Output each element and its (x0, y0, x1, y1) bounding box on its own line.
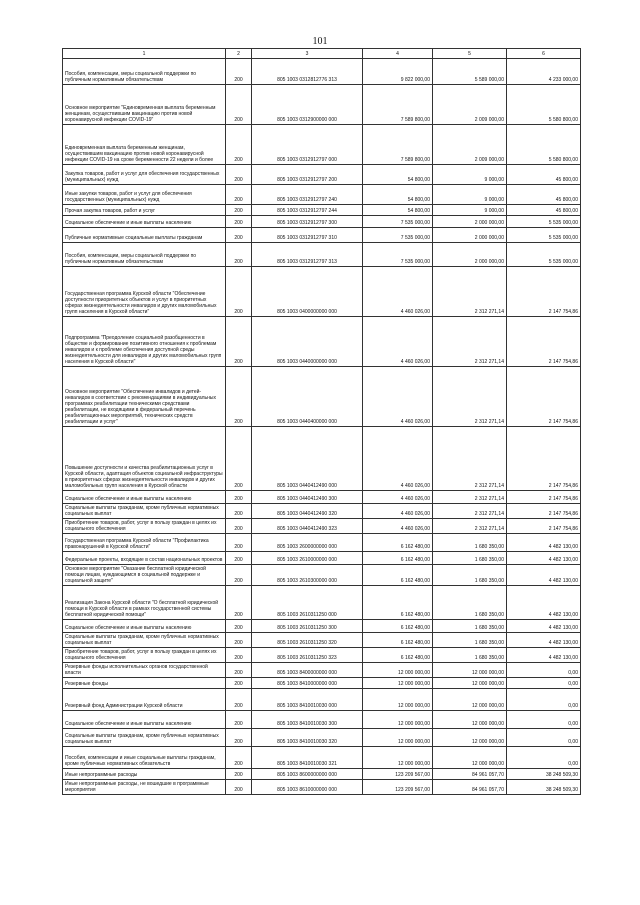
table-row (63, 216, 581, 228)
row-value-5: 1 680 350,00 (433, 565, 507, 586)
row-name: Иные непрограммные расходы, не вошедшие в программные мероприятия (63, 780, 226, 795)
row-kvr: 200 (226, 711, 252, 729)
row-value-4: 4 460 026,00 (363, 267, 433, 317)
row-value-4: 123 209 567,00 (363, 780, 433, 795)
table-row (63, 729, 581, 747)
page-number: 101 (312, 36, 328, 47)
table-row (63, 427, 581, 491)
row-value-5: 2 312 271,14 (433, 504, 507, 519)
row-kvr: 200 (226, 216, 252, 228)
row-value-4: 9 822 000,00 (363, 59, 433, 85)
row-value-6: 0,00 (507, 711, 581, 729)
table-row (63, 243, 581, 267)
table-body (63, 49, 581, 795)
table-row (63, 689, 581, 711)
row-value-4: 54 800,00 (363, 205, 433, 216)
row-value-4: 6 162 480,00 (363, 648, 433, 663)
row-kvr: 200 (226, 165, 252, 185)
row-value-5: 1 680 350,00 (433, 648, 507, 663)
row-value-6: 5 535 000,00 (507, 216, 581, 228)
row-value-6: 5 535 000,00 (507, 228, 581, 243)
row-value-6: 2 147 754,86 (507, 317, 581, 367)
row-value-6: 0,00 (507, 663, 581, 678)
table-row (63, 165, 581, 185)
row-kvr: 200 (226, 519, 252, 534)
row-value-4: 4 460 026,00 (363, 519, 433, 534)
row-name: Государственная программа Курской области "Обеспечение доступности приоритетных объектов и услуг в приоритетных сферах жизнедеятельности инвалидов и других маломобильных групп населения в Курской области" (63, 267, 226, 317)
row-value-5: 2 009 000,00 (433, 125, 507, 165)
row-kvr: 200 (226, 534, 252, 552)
table-row (63, 85, 581, 125)
header-cell-2: 2 (226, 49, 252, 59)
row-kvr: 200 (226, 85, 252, 125)
row-name: Подпрограмма "Преодоление социальной разобщенности в обществе и формирование позитивного отношения к проблемам инвалидов и к проблеме обеспечения доступной среды жизнедеятельности для инвалидов и других маломобильных групп населения в Курской области" (63, 317, 226, 367)
row-kvr: 200 (226, 729, 252, 747)
table-row (63, 769, 581, 780)
row-kvr: 200 (226, 586, 252, 620)
row-code: 805 1003 0312912797 244 (252, 205, 363, 216)
row-value-5: 1 680 350,00 (433, 534, 507, 552)
row-value-6: 2 147 754,86 (507, 367, 581, 427)
table-row (63, 367, 581, 427)
row-value-6: 4 482 130,00 (507, 633, 581, 648)
row-code: 805 1003 8400000000 000 (252, 663, 363, 678)
table-row (63, 780, 581, 795)
row-value-4: 7 535 000,00 (363, 228, 433, 243)
row-code: 805 1003 0312912797 300 (252, 216, 363, 228)
row-value-5: 2 312 271,14 (433, 519, 507, 534)
table-row (63, 59, 581, 85)
row-value-5: 2 312 271,14 (433, 491, 507, 504)
row-kvr: 200 (226, 317, 252, 367)
row-kvr: 200 (226, 205, 252, 216)
row-value-6: 0,00 (507, 729, 581, 747)
row-value-6: 45 800,00 (507, 165, 581, 185)
table-row (63, 519, 581, 534)
row-value-4: 6 162 480,00 (363, 565, 433, 586)
row-kvr: 200 (226, 243, 252, 267)
table-row (63, 648, 581, 663)
row-name: Публичные нормативные социальные выплаты гражданам (63, 228, 226, 243)
row-code: 805 1003 0440412490 320 (252, 504, 363, 519)
table-row (63, 678, 581, 689)
row-value-5: 2 000 000,00 (433, 216, 507, 228)
row-value-6: 4 233 000,00 (507, 59, 581, 85)
row-name: Приобретение товаров, работ, услуг в пользу граждан в целях их социального обеспечения (63, 519, 226, 534)
row-kvr: 200 (226, 689, 252, 711)
row-code: 805 1003 0312812776 313 (252, 59, 363, 85)
row-code: 805 1003 0312912797 310 (252, 228, 363, 243)
row-code: 805 1003 2610311250 323 (252, 648, 363, 663)
row-name: Иные непрограммные расходы (63, 769, 226, 780)
row-value-4: 4 460 026,00 (363, 491, 433, 504)
table-row (63, 586, 581, 620)
row-value-6: 5 580 800,00 (507, 125, 581, 165)
table-row (63, 534, 581, 552)
row-code: 805 1003 0312912797 313 (252, 243, 363, 267)
row-name: Резервный фонд Администрации Курской области (63, 689, 226, 711)
header-cell-1: 1 (63, 49, 226, 59)
table-row (63, 633, 581, 648)
row-value-6: 2 147 754,86 (507, 504, 581, 519)
row-code: 805 1003 2610311250 000 (252, 586, 363, 620)
row-value-4: 6 162 480,00 (363, 586, 433, 620)
row-kvr: 200 (226, 427, 252, 491)
header-cell-5: 5 (433, 49, 507, 59)
row-value-5: 12 000 000,00 (433, 711, 507, 729)
row-value-5: 5 589 000,00 (433, 59, 507, 85)
row-code: 805 1003 2610311250 320 (252, 633, 363, 648)
row-value-6: 2 147 754,86 (507, 519, 581, 534)
row-code: 805 1003 8600000000 000 (252, 769, 363, 780)
table-header-row (63, 49, 581, 59)
row-kvr: 200 (226, 565, 252, 586)
row-value-4: 12 000 000,00 (363, 678, 433, 689)
budget-table (62, 48, 581, 795)
row-kvr: 200 (226, 769, 252, 780)
header-cell-6: 6 (507, 49, 581, 59)
row-kvr: 200 (226, 678, 252, 689)
row-name: Основное мероприятие "Обеспечение инвалидов и детей-инвалидов в соответствии с рекомендациями в индивидуальных программах реабилитации техническими средствами реабилитации, не входящими в федеральный перечень реабилитационных мероприятий, технических средств реабилитации и услуг" (63, 367, 226, 427)
row-kvr: 200 (226, 648, 252, 663)
row-value-6: 4 482 130,00 (507, 620, 581, 633)
row-name: Федеральные проекты, входящие в состав национальных проектов (63, 552, 226, 565)
table-row (63, 125, 581, 165)
row-value-4: 6 162 480,00 (363, 633, 433, 648)
row-value-4: 12 000 000,00 (363, 711, 433, 729)
row-value-5: 9 000,00 (433, 185, 507, 205)
row-value-6: 38 248 509,30 (507, 769, 581, 780)
row-name: Иные закупки товаров, работ и услуг для обеспечения государственных (муниципальных) нужд (63, 185, 226, 205)
row-value-5: 2 009 000,00 (433, 85, 507, 125)
row-code: 805 1003 0400000000 000 (252, 267, 363, 317)
row-kvr: 200 (226, 633, 252, 648)
row-value-5: 2 000 000,00 (433, 228, 507, 243)
row-code: 805 1003 0440412490 000 (252, 427, 363, 491)
row-name: Прочая закупка товаров, работ и услуг (63, 205, 226, 216)
row-value-6: 0,00 (507, 747, 581, 769)
row-value-4: 4 460 026,00 (363, 427, 433, 491)
row-value-5: 1 680 350,00 (433, 620, 507, 633)
row-value-6: 4 482 130,00 (507, 534, 581, 552)
table-row (63, 205, 581, 216)
row-value-6: 4 482 130,00 (507, 552, 581, 565)
row-code: 805 1003 0312912797 000 (252, 125, 363, 165)
row-kvr: 200 (226, 185, 252, 205)
row-name: Реализация Закона Курской области "О бесплатной юридической помощи в Курской области в рамках государственной системы бесплатной юридической помощи" (63, 586, 226, 620)
row-value-5: 2 312 271,14 (433, 367, 507, 427)
table-row (63, 317, 581, 367)
row-value-5: 12 000 000,00 (433, 747, 507, 769)
row-code: 805 1003 8410010030 000 (252, 689, 363, 711)
row-value-4: 54 800,00 (363, 185, 433, 205)
row-value-5: 1 680 350,00 (433, 586, 507, 620)
row-value-6: 45 800,00 (507, 185, 581, 205)
row-value-5: 9 000,00 (433, 205, 507, 216)
row-value-6: 4 482 130,00 (507, 648, 581, 663)
row-value-4: 4 460 026,00 (363, 504, 433, 519)
table-row (63, 504, 581, 519)
row-value-4: 7 535 000,00 (363, 243, 433, 267)
row-name: Закупка товаров, работ и услуг для обеспечения государственных (муниципальных) нужд (63, 165, 226, 185)
row-code: 805 1003 2610311250 300 (252, 620, 363, 633)
row-kvr: 200 (226, 491, 252, 504)
row-name: Пособия, компенсации, меры социальной поддержки по публичным нормативным обязательствам (63, 243, 226, 267)
row-value-4: 12 000 000,00 (363, 729, 433, 747)
row-kvr: 200 (226, 747, 252, 769)
row-name: Пособия, компенсации, меры социальной поддержки по публичным нормативным обязательствам (63, 59, 226, 85)
row-value-5: 84 961 057,70 (433, 780, 507, 795)
row-kvr: 200 (226, 663, 252, 678)
row-name: Повышение доступности и качества реабилитационных услуг в Курской области, адаптация объектов социальной инфраструктуры в приоритетных сферах жизнедеятельности инвалидов и других маломобильных групп населения в Курской области (63, 427, 226, 491)
row-code: 805 1003 0440412490 300 (252, 491, 363, 504)
row-name: Государственная программа Курской области "Профилактика правонарушений в Курской области" (63, 534, 226, 552)
row-value-5: 84 961 057,70 (433, 769, 507, 780)
row-code: 805 1003 8410010030 321 (252, 747, 363, 769)
row-name: Социальные выплаты гражданам, кроме публичных нормативных социальных выплат (63, 633, 226, 648)
row-value-4: 12 000 000,00 (363, 747, 433, 769)
row-name: Основное мероприятие "Оказание бесплатной юридической помощи лицам, нуждающимся в социальной поддержке и социальной защите" (63, 565, 226, 586)
row-value-6: 0,00 (507, 678, 581, 689)
row-value-5: 12 000 000,00 (433, 678, 507, 689)
row-value-6: 2 147 754,86 (507, 427, 581, 491)
row-kvr: 200 (226, 780, 252, 795)
row-kvr: 200 (226, 125, 252, 165)
row-name: Резервные фонды исполнительных органов государственной власти (63, 663, 226, 678)
row-value-6: 2 147 754,86 (507, 491, 581, 504)
row-value-5: 2 312 271,14 (433, 317, 507, 367)
row-kvr: 200 (226, 367, 252, 427)
row-name: Социальные выплаты гражданам, кроме публичных нормативных социальных выплат (63, 729, 226, 747)
row-value-6: 45 800,00 (507, 205, 581, 216)
row-name: Социальные выплаты гражданам, кроме публичных нормативных социальных выплат (63, 504, 226, 519)
row-value-5: 12 000 000,00 (433, 663, 507, 678)
row-value-5: 1 680 350,00 (433, 633, 507, 648)
row-value-4: 7 589 800,00 (363, 85, 433, 125)
row-value-5: 9 000,00 (433, 165, 507, 185)
table-row (63, 620, 581, 633)
table-row (63, 228, 581, 243)
row-value-4: 12 000 000,00 (363, 689, 433, 711)
row-code: 805 1003 0440000000 000 (252, 317, 363, 367)
table-row (63, 552, 581, 565)
row-value-4: 123 209 567,00 (363, 769, 433, 780)
row-name: Социальное обеспечение и иные выплаты населению (63, 711, 226, 729)
row-name: Приобретение товаров, работ, услуг в пользу граждан в целях их социального обеспечения (63, 648, 226, 663)
row-name: Социальное обеспечение и иные выплаты населению (63, 620, 226, 633)
table-row (63, 711, 581, 729)
row-value-5: 12 000 000,00 (433, 689, 507, 711)
row-value-6: 4 482 130,00 (507, 565, 581, 586)
row-code: 805 1003 8610000000 000 (252, 780, 363, 795)
table-row (63, 565, 581, 586)
row-name: Единовременная выплата беременным женщинам, осуществившим вакцинацию против новой коронавирусной инфекции COVID-19 на сроке беременности 22 недели и более (63, 125, 226, 165)
row-value-4: 7 535 000,00 (363, 216, 433, 228)
row-value-5: 2 312 271,14 (433, 427, 507, 491)
row-value-4: 6 162 480,00 (363, 552, 433, 565)
row-kvr: 200 (226, 620, 252, 633)
row-kvr: 200 (226, 504, 252, 519)
row-name: Основное мероприятие "Единовременная выплата беременным женщинам, осуществившим вакцинацию против новой коронавирусной инфекции COVID-19" (63, 85, 226, 125)
row-value-4: 4 460 026,00 (363, 367, 433, 427)
row-name: Социальное обеспечение и иные выплаты населению (63, 216, 226, 228)
row-value-4: 6 162 480,00 (363, 620, 433, 633)
table-row (63, 663, 581, 678)
row-code: 805 1003 0312900000 000 (252, 85, 363, 125)
row-value-6: 5 580 800,00 (507, 85, 581, 125)
row-kvr: 200 (226, 267, 252, 317)
row-code: 805 1003 8410010030 300 (252, 711, 363, 729)
row-value-5: 12 000 000,00 (433, 729, 507, 747)
row-code: 805 1003 0440412490 323 (252, 519, 363, 534)
row-value-5: 1 680 350,00 (433, 552, 507, 565)
row-value-5: 2 000 000,00 (433, 243, 507, 267)
row-code: 805 1003 2600000000 000 (252, 534, 363, 552)
table-row (63, 747, 581, 769)
row-value-4: 4 460 026,00 (363, 317, 433, 367)
row-code: 805 1003 0440400000 000 (252, 367, 363, 427)
row-value-6: 0,00 (507, 689, 581, 711)
row-value-4: 6 162 480,00 (363, 534, 433, 552)
table-row (63, 185, 581, 205)
row-value-4: 54 800,00 (363, 165, 433, 185)
header-cell-4: 4 (363, 49, 433, 59)
row-kvr: 200 (226, 552, 252, 565)
row-code: 805 1003 0312912797 240 (252, 185, 363, 205)
row-name: Резервные фонды (63, 678, 226, 689)
row-code: 805 1003 2610300000 000 (252, 565, 363, 586)
header-cell-3: 3 (252, 49, 363, 59)
row-value-4: 12 000 000,00 (363, 663, 433, 678)
row-value-6: 4 482 130,00 (507, 586, 581, 620)
row-value-5: 2 312 271,14 (433, 267, 507, 317)
row-code: 805 1003 2610000000 000 (252, 552, 363, 565)
row-kvr: 200 (226, 59, 252, 85)
row-code: 805 1003 8410010030 320 (252, 729, 363, 747)
row-kvr: 200 (226, 228, 252, 243)
row-name: Пособия, компенсации и иные социальные выплаты гражданам, кроме публичных нормативных обязательств (63, 747, 226, 769)
row-value-6: 5 535 000,00 (507, 243, 581, 267)
row-name: Социальное обеспечение и иные выплаты населению (63, 491, 226, 504)
table-row (63, 491, 581, 504)
row-code: 805 1003 8410000000 000 (252, 678, 363, 689)
row-value-6: 2 147 754,86 (507, 267, 581, 317)
row-code: 805 1003 0312912797 200 (252, 165, 363, 185)
row-value-6: 38 248 509,30 (507, 780, 581, 795)
table-row (63, 267, 581, 317)
row-value-4: 7 589 800,00 (363, 125, 433, 165)
